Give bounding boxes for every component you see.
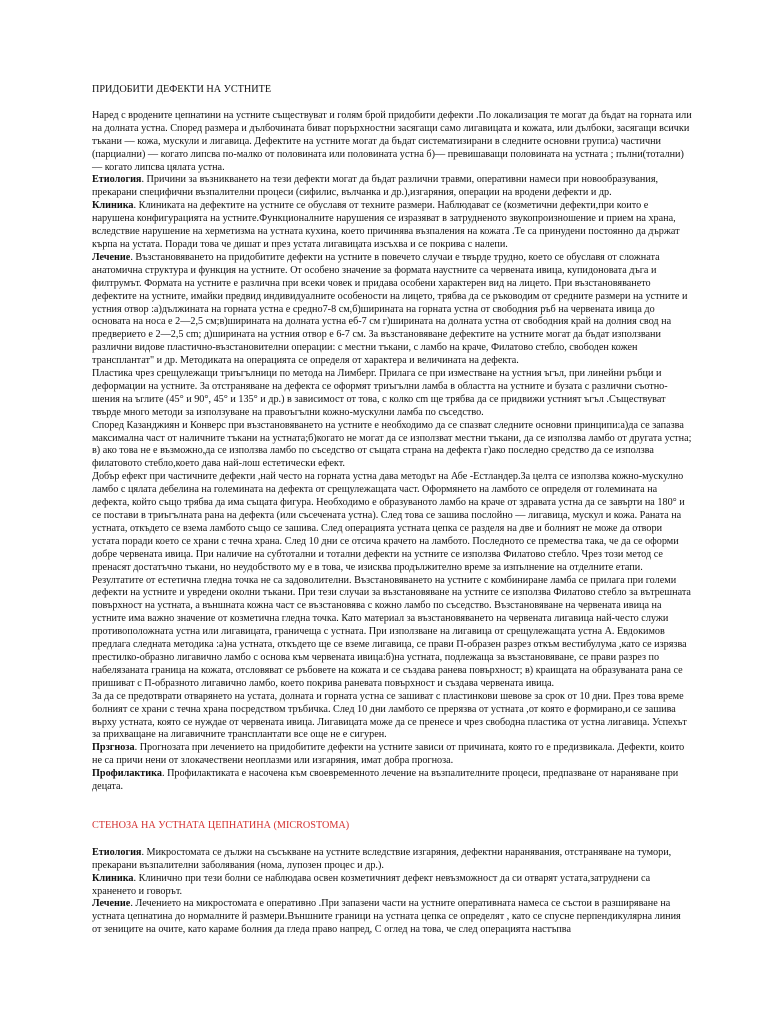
paragraph-label: Профилактика [92, 768, 162, 780]
paragraph-label: Лечение [92, 898, 131, 910]
paragraph-postop [92, 691, 692, 743]
paragraph-text: . Лечението на микростомата е оперативно .При запазени части на устните оперативната намеса се състои в разширяване на устната цепнатина до нормалните й размери.Външните граници на устната цепка се определят , като се спусне перпендикулярна линия от зениците на очите, като караме болния да гледа право напред, С оглед на това, че след операцията настъпва [92, 898, 681, 936]
paragraph-text: . Профилактиката е насочена към своевременното лечение на възпалителните процеси, предпазване от нараняване при децата. [92, 768, 679, 793]
paragraph-label: Клиника [92, 200, 134, 212]
paragraph-intro [92, 110, 692, 175]
page-title: ПРИДОБИТИ ДЕФЕКТИ НА УСТНИТЕ [92, 84, 272, 95]
paragraph-text: За да се предотврати отварянето на устата, долната и горната устна се зашиват с пластинкови шевове за срок от 10 дни. През това време болният се храни с течна храна посредством тръбичка. След 10 дни ламбото се прерязва от устната ,от която е формирано,и се зашива върху устната, която се нуждае от червената ивица. Лигавицата може да се пренесе и чрез свободна пластика от устна лигавица. Успехът за прихващане на лигавичните трансплантати все още не е сигурен. [92, 690, 687, 741]
paragraph-label: Клиника [92, 872, 134, 884]
paragraph-limberg [92, 368, 692, 420]
paragraph-text: Наред с вродените цепнатини на устните съществуват и голям брой придобити дефекти .По локализация те могат да бъдат на горната или на долната устна. Според размера и дълбочината биват порърхностни засягащи само лигавицата и кожата, или дълбоки, засягащи всички тъкани — кожа, мускули и лигавица. Дефектите на устните могат да бъдат систематизирани в следните основни групи:а) частични (парциални) — когато липсва по-малко от половината или половината устна б)— превишаващи половината на устната ; пълни(тотални) — когато липсва цялата устна. [92, 109, 692, 173]
paragraph-label: Етиология [92, 174, 142, 186]
paragraph-text: Според Казанджиян и Конверс при възстановяването на устните е необходимо да се спазват следните основни принципи:а)да се запазва максимална част от наличните тъкани на устната;б)когато не могат да се използват местни тъкани, да се използва ламбо от другата устна; в) ако това не е възможно,да се използва ламбо по съседство от същата страна на дефекта г)ако последно средство да се използва филатовото стебло,което дава най-лош естетически ефект. [92, 419, 692, 470]
document-page [92, 84, 692, 937]
paragraph-label: Лечение [92, 251, 131, 263]
paragraph-text: Пластика чрез срещулежащи триъгълници по метода на Лимберг. Прилага се при изместване на устния ъгъл, при линейни ръбци и деформации на устните. За отстраняване на дефекта се оформят триъгълни ламба в областта на устните и бузата с различни съотно-шения на ъглите (45° и 90°, 45° и 135° и др.) в зависимост от това, с колко cm ще трябва да се придвижи устният ъгъл .Съществуват твърде много методи за използуване на правоъгълни кожно-мускулни ламба по съседство. [92, 368, 668, 418]
paragraph-treatment [92, 252, 692, 368]
paragraph-abbe [92, 471, 692, 690]
paragraph-text: . Клиниката на дефектите на устните се обуславя от техните размери. Наблюдават се (козметични дефекти,при които е нарушена конфигурацията на устните.Функционалните нарушения се изразяват в затрудненото звукопроизношение и прием на храна, вследствие нарушение на херметизма на устната кухина, което причинява възпаления на кожата .Те са принудени постоянно да държат кърпа на устата. Поради това че дишат и през устата лигавицата изсъхва и се покрива с налепи. [92, 200, 680, 250]
section-title: СТЕНОЗА НА УСТНАТА ЦЕПНАТИНА (MICROSTOMA) [92, 819, 350, 831]
section2-clinic [92, 873, 692, 899]
paragraph-prophylaxis [92, 768, 692, 794]
paragraph-text: . Прогнозата при лечението на придобитите дефекти на устните зависи от причината, която го е предизвикала. Дефекти, които не са причи нени от злокачествени неоплазми или изгаряния, имат добра прогноза. [92, 742, 685, 767]
paragraph-text: . Причини за възникването на тези дефекти могат да бъдат различни травми, оперативни намеси при новообразувания, прекарани специфични възпалителни процеси (сифилис, вълчанка и др.),изгаряния, операции на вродени дефекти и др. [92, 174, 659, 199]
paragraph-label: Прзгноза [92, 742, 135, 754]
section2-treatment [92, 898, 692, 937]
section2-etiology [92, 847, 692, 873]
paragraph-text: . Възстановяването на придобитите дефекти на устните в повечето случаи е твърде трудно, което се обуславя от сложната анатомична структура и функция на устните. От особено значение за формата наустните са червената ивица, купидоновата дъга и филтрумът. Формата на устните е различна при всеки човек и придава особени характерен вид на лицето. При възстановяването дефектите на устните, имайки предвид индивидуалните особености на лицето, трябва да се ръководим от средните размери на устните и устния отвор :а)дължината на горната устна е средно7-8 см,б)ширината на горната устна от свободния ръб на червената ивица до основата на носа е 2—2,5 см;в)ширината на долната устна еб-7 см г)ширината на долната устна от свободния край на долния свод на предверието е 2—2,5 cm; д)ширината на устния отвор е 6-7 см. За възстановяване дефектите на устните могат да бъдат използвани различни видове пластично-възстановителни операции: с местни тъкани, с ламбо на краче, Филатово стебло, свободен кожен трансплантат" и др. Методиката на операцията се определя от характера и величината на дефекта. [92, 251, 688, 367]
paragraph-prognosis [92, 742, 692, 768]
paragraph-label: Етиология [92, 846, 142, 858]
paragraph-clinic [92, 200, 692, 252]
paragraph-text: . Клинично при тези болни се наблюдава освен козметичният дефект невъзможност да си отварят устата,затруднени са храненето и говорът. [92, 872, 651, 897]
paragraph-text: Добър ефект при частичните дефекти ,най често на горната устна дава методът на Абе -Естландер.За целта се използва кожно-мускулно ламбо с цялата дебелина на големината на дефекта от срещулежащата част. Оформянето на ламбото се определя от големината на дефекта, който също трябва да има същата фигура. Необходимо е образуваното ламбо на краче от здравата устна да се завърти на 180° и се постави в триъгълната рана на дефекта (или съсечената устна). След това се зашива послойно — лигавица, мускул и кожа. Раната на устната, откъдето се взема ламбото също се зашива. След операцията устната цепка се разделя на две и болният не може да отвори устата поради което се храни с течна храна. След 10 дни се отсича крачето на ламбото. Последното се премества така, че да се оформи добре червената ивица. При наличие на субтотални и тотални дефекти на устните се използва Филатово стебло. Чрез този метод се пренасят достатъчно тъкани, но неудобството му е в това, че изисква продължително време за изпълнение на отделните етапи. Резултатите от естетична гледна точка не са задоволителни. Възстановяването на устните с комбиниране ламба се прилага при големи дефекти на устните и увредени околни тъкани. При тези случаи за възстановяване на устните се използва Филатово стебло за вътрешната повърхност на устната, а външната кожна част се възстановява с кожно ламбо по съседство. Възстановяване на червената ивица на устните има важно значение от козметична гледна точка. Като материал за възстановяването на червената лигавица най-често служи противоположната устна или лигавицата, граничеща с устната. При използване на лигавица от срещулежащата устна А. Евдокимов предлага следната методика :а)на устната, откъдето ще се вземе лигавица, се прави П-образен разрез откъм вестибулума ,като се изрязва престилко-образно лигавично ламбо с основа към червената ивица:б)на устната, подлежаща за възстановяване, се прави разрез по набелязаната граница на кожата, отсловяват се ръбовете на кожата и се създава ранева повърхност; в) краищата на образуваната рана се пришиват с П-образното лигавично ламбо, което покрива раневата повърхност и създава червената ивица. [92, 471, 691, 689]
paragraph-principles [92, 420, 692, 472]
paragraph-text: . Микростомата се дължи на съсъкване на устните вследствие изгаряния, дефектни наранявания, отстраняване на тумори, прекарани възпалителни заболявания (нома, лупозен процес и др.). [92, 846, 672, 871]
paragraph-etiology [92, 174, 692, 200]
